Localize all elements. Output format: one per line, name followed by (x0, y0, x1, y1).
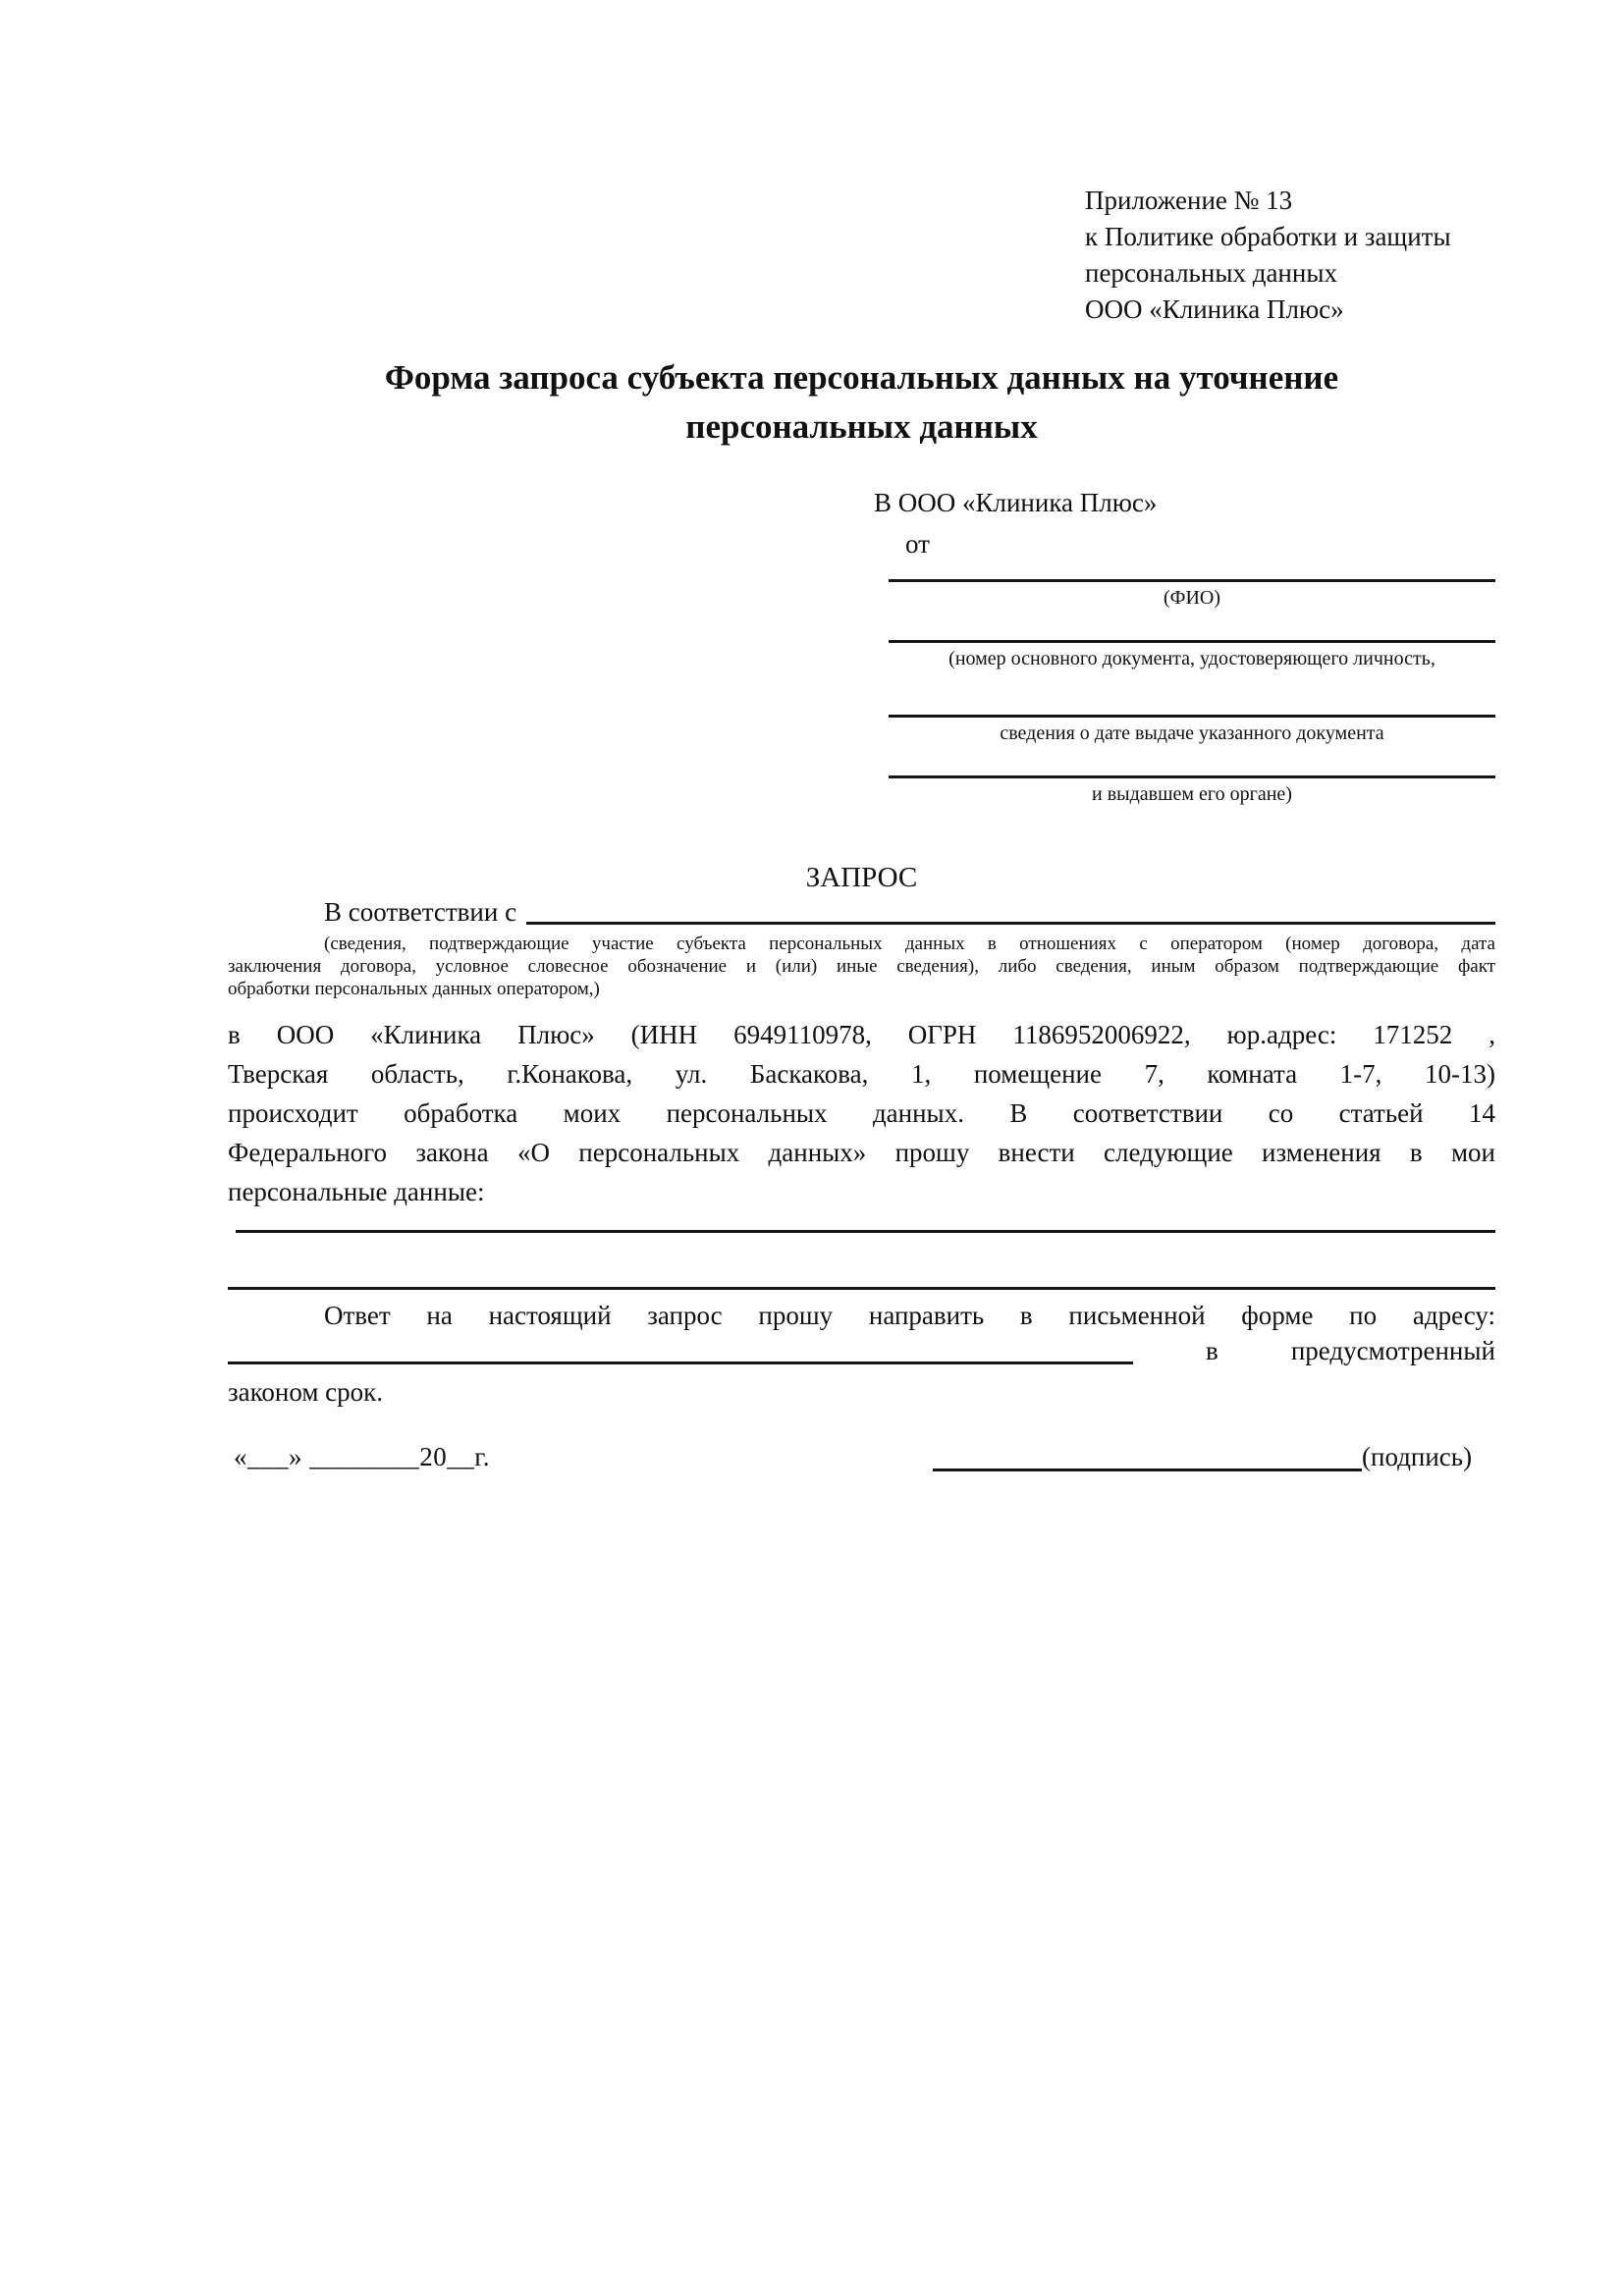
from-label: от (905, 529, 930, 559)
addressee-organization: В ООО «Клиника Плюс» (874, 488, 1158, 517)
body-line-3: происходит обработка моих персональных данных. В соответствии со статьей 14 (228, 1098, 1495, 1128)
changes-blank-line-2 (228, 1287, 1495, 1290)
issuer-caption: и выдавшем его органе) (1092, 783, 1292, 805)
issue-date-blank-line (889, 715, 1495, 718)
doc-number-blank-line (889, 640, 1495, 643)
reply-word-term: предусмотренный (1290, 1336, 1495, 1365)
date-blank-line: «___» ________20__г. (234, 1442, 491, 1471)
accordance-blank-line (526, 922, 1495, 925)
reply-paragraph: Ответ на настоящий запрос прошу направить в письменной форме по адресу: (324, 1301, 1495, 1330)
accordance-prefix: В соответствии с (324, 897, 517, 927)
accordance-line (228, 895, 1495, 929)
appendix-line-2: к Политике обработки и защиты (1085, 222, 1451, 251)
form-title (228, 353, 1495, 452)
body-line-1: в ООО «Клиника Плюс» (ИНН 6949110978, ОГРН 1186952006922, юр.адрес: 171252 , (228, 1020, 1495, 1049)
body-line-4: Федерального закона «О персональных данных» прошу внести следующие изменения в мои (228, 1138, 1495, 1167)
signature-blank-line (933, 1468, 1362, 1471)
issuer-blank-line (889, 775, 1495, 778)
body-line-2: Тверская область, г.Конакова, ул. Баскакова, 1, помещение 7, комната 1-7, 10-13) (228, 1059, 1495, 1089)
changes-blank-line-1 (236, 1230, 1495, 1233)
annotation-note (228, 933, 1495, 1000)
doc-number-caption: (номер основного документа, удостоверяющего личность, (948, 648, 1435, 669)
form-title-line-1: Форма запроса субъекта персональных данных на уточнение (384, 358, 1339, 397)
appendix-line-3: персональных данных (1085, 258, 1337, 288)
signature-caption: (подпись) (1362, 1442, 1473, 1471)
reply-word-in: в (1206, 1336, 1218, 1365)
reply-address-blank-line (228, 1362, 1133, 1364)
request-body (228, 1015, 1495, 1211)
reply-tail: законом срок. (228, 1377, 384, 1407)
issue-date-caption: сведения о дате выдаче указанного документа (1000, 722, 1384, 744)
request-heading: ЗАПРОС (805, 862, 918, 893)
appendix-line-1: Приложение № 13 (1085, 186, 1293, 215)
annotation-line-2: заключения договора, условное словесное обозначение и (или) иные сведения), либо сведения, иным образом подтверждающие факт (228, 956, 1495, 977)
appendix-reference (1085, 183, 1451, 328)
fio-caption: (ФИО) (1163, 587, 1220, 609)
appendix-line-4: ООО «Клиника Плюс» (1085, 294, 1344, 324)
fio-blank-line (889, 579, 1495, 582)
form-title-line-2: персональных данных (685, 407, 1038, 446)
reply-address-row (228, 1333, 1495, 1368)
annotation-line-3: обработки персональных данных оператором,) (228, 979, 600, 999)
body-line-5: персональные данные: (228, 1177, 485, 1206)
annotation-line-1: (сведения, подтверждающие участие субъекта персональных данных в отношениях с оператором (номер договора, дата (324, 934, 1495, 954)
